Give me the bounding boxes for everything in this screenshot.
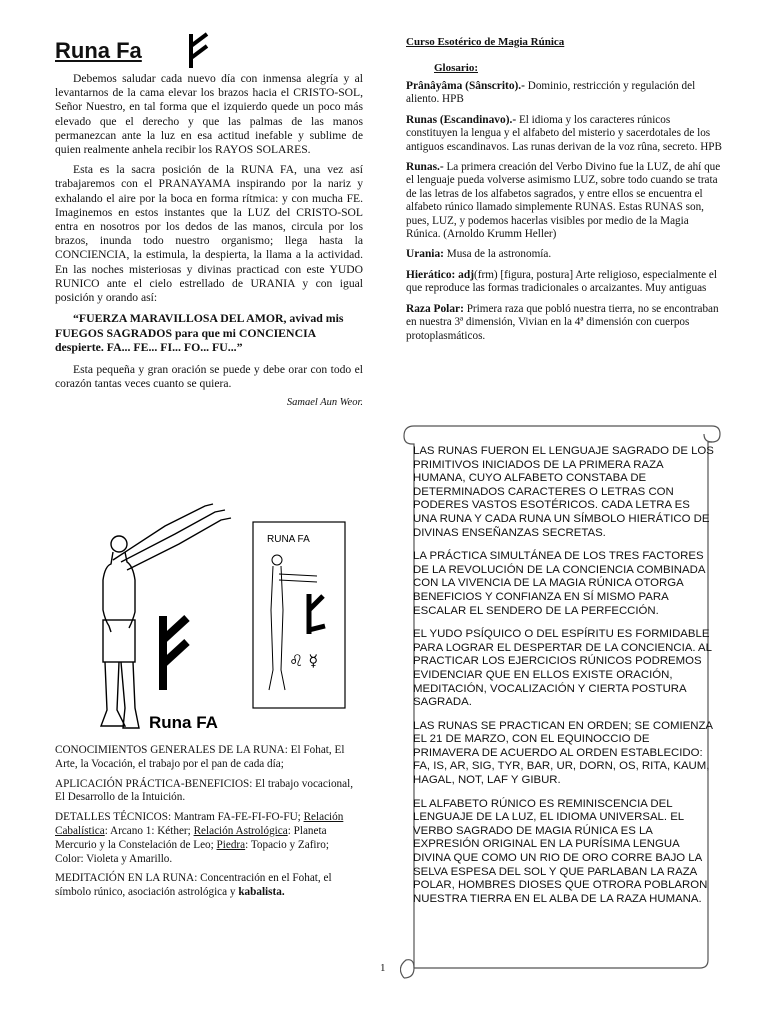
piedra-text: : Topacio y Zafiro; Color: Violeta y Amarillo. bbox=[55, 838, 329, 865]
meditacion-end: kabalista. bbox=[238, 886, 285, 899]
glossary-entry bbox=[406, 80, 724, 107]
scroll-paragraph: EL YUDO PSÍQUICO O DEL ESPÍRITU ES FORMIDABLE PARA LOGRAR EL DESPERTAR DE LA CONCIENCIA. AL PRACTICAR LOS EJERCICIOS RÚNICOS PODREMOS EVIDENCIAR QUE EN ELLOS EXISTE ORACIÓN, MEDITACIÓN, VOCALIZACIÓN Y CIERTA POSTURA SAGRADA. bbox=[413, 628, 712, 709]
cabalistica-text: : Arcano 1: Kéther; bbox=[104, 824, 191, 837]
glossary-definition: Dominio, restricción y regulación del aliento. HPB bbox=[406, 80, 696, 106]
inset-label: RUNA FA bbox=[267, 534, 310, 545]
glossary-term: Runas (Escandinavo).- bbox=[406, 113, 517, 126]
rune-illustration bbox=[55, 500, 365, 738]
conocimientos-label: CONOCIMIENTOS GENERALES DE LA RUNA: bbox=[55, 744, 288, 756]
glossary-heading: Glosario: bbox=[434, 62, 478, 74]
rune-details bbox=[55, 744, 355, 906]
glossary-term: Runas.- bbox=[406, 161, 444, 174]
detail-aplicacion bbox=[55, 778, 355, 806]
glossary-list bbox=[406, 80, 724, 343]
page-title: Runa Fa bbox=[55, 38, 142, 63]
glossary-definition: Musa de la astronomía. bbox=[443, 248, 552, 261]
glossary-definition: Primera raza que pobló nuestra tierra, no se encontraban en nuestra 3ª dimensión, Vivian en la 4ª dimensión con cuerpos protoplasmáticos. bbox=[406, 302, 719, 342]
piedra-label: Piedra bbox=[216, 838, 246, 851]
cabalistica-label: Relación Cabalística bbox=[55, 811, 344, 837]
detail-tecnicos bbox=[55, 811, 355, 866]
title-row bbox=[55, 36, 363, 72]
tecnicos-mantram: Mantram FA-FE-FI-FO-FU; bbox=[173, 811, 301, 824]
tecnicos-label: DETALLES TÉCNICOS: bbox=[55, 811, 172, 824]
glossary-entry bbox=[406, 269, 724, 296]
glossary-definition: (frm) [figura, postura] Arte religioso, especialmente el que reproduce las formas tradicionales o arcaizantes. Muy antiguas bbox=[406, 268, 717, 295]
detail-meditacion bbox=[55, 872, 355, 900]
closing-paragraph: Esta pequeña y gran oración se puede y debe orar con todo el corazón tantas veces cuanto se quiera. bbox=[55, 362, 363, 390]
scroll-paragraph: EL ALFABETO RÚNICO ES REMINISCENCIA DEL LENGUAJE DE LA LUZ, EL IDIOMA UNIVERSAL. EL VERBO SAGRADO DE MAGIA RÚNICA ES LA EXPRESIÓN ORIGINAL EN LA PURÍSIMA LENGUA DIVINA QUE COMO UN RIO DE ORO CORRE BAJO LA SELVA ESPESA DEL SOL Y QUE PARLABAN LA RAZA POLAR, HOMBRES DIOSES QUE OTRORA POBLARON NUESTRA TIERRA EN EL ALBA DE LA RAZA HUMANA. bbox=[413, 797, 708, 905]
glossary-definition: La primera creación del Verbo Divino fue la LUZ, de ahí que el lenguaje pueda volverse asimismo LUZ, sobre todo cuando se trata de las letras de los alfabetos sagrados, y entre ellos se encuentra el alfabeto rúnico llamado simplemente RUNAS. Estas RUNAS son, pues, LUZ, y podemos hacerlas visibles por medio de la Magia Rúnica. (Arnoldo Krumm Heller) bbox=[406, 161, 721, 241]
glossary-term: Urania: bbox=[406, 248, 444, 261]
page-number: 1 bbox=[380, 962, 386, 974]
scroll-paragraph: LAS RUNAS FUERON EL LENGUAJE SAGRADO DE LOS PRIMITIVOS INICIADOS DE LA PRIMERA RAZA HUMANA, CUYO ALFABETO CONSTABA DE DETERMINADOS CARACTERES O LETRAS CON PODERES VASTOS ESOTÉRICOS. CADA LETRA ES UNA RUNA Y CADA RUNA UN SÍMBOLO HIERÁTICO DE DIVINAS ENSEÑANZAS SECRETAS. bbox=[413, 445, 714, 539]
glossary-term: Raza Polar: bbox=[406, 302, 464, 315]
detail-conocimientos bbox=[55, 744, 355, 772]
aplicacion-text: El trabajo vocacional, El Desarrollo de la Intuición. bbox=[55, 777, 354, 804]
author-signature: Samael Aun Weor. bbox=[286, 397, 363, 409]
glossary-entry bbox=[406, 303, 724, 343]
figure-caption: Runa FA bbox=[149, 713, 218, 732]
left-column bbox=[55, 36, 363, 408]
astro-symbols: ♌ ☿ bbox=[289, 651, 319, 670]
fa-rune-icon bbox=[185, 30, 213, 70]
meditacion-label: MEDITACIÓN EN LA RUNA: bbox=[55, 872, 198, 885]
intro-paragraph: Debemos saludar cada nuevo día con inmensa alegría y al levantarnos de la cama elevar los brazos hacia el CRISTO-SOL, Señor Nuestro, en tal forma que el izquierdo quede un poco más elevado que el derecho y que las palmas de las manos permanezcan ante la luz en esa actitud inefable y sublime de quien realmente anhela recibir los RAYOS SOLARES. bbox=[55, 72, 363, 157]
astrologica-text: : Planeta Mercurio y la Constelación de Leo; bbox=[55, 824, 327, 851]
glossary-entry bbox=[406, 161, 724, 241]
aplicacion-label: APLICACIÓN PRÁCTICA-BENEFICIOS: bbox=[55, 777, 253, 790]
scroll-paragraph: LAS RUNAS SE PRACTICAN EN ORDEN; SE COMIENZA EL 21 DE MARZO, CON EL EQUINOCCIO DE PRIMAVERA DE ACUERDO AL ORDEN ESTABLECIDO: FA, IS, AR, SIG, TYR, BAR, UR, DORN, OS, RITA, KAUM, HAGAL, NOT, LAF Y GIBUR. bbox=[413, 719, 713, 787]
prayer-quote: “FUERZA MARAVILLOSA DEL AMOR, avivad mis FUEGOS SAGRADOS para que mi CONCIENCIA despierte. FA... FE... FI... FO... FU...” bbox=[55, 311, 344, 355]
glossary-entry bbox=[406, 248, 724, 261]
glossary-term: Hierático: adj bbox=[406, 268, 475, 281]
right-column bbox=[406, 36, 724, 350]
astrologica-label: Relación Astrológica bbox=[193, 824, 288, 837]
man-posture-figure bbox=[55, 500, 365, 738]
scroll-text bbox=[413, 445, 715, 916]
practice-paragraph: Esta es la sacra posición de la RUNA FA, una vez así trabajaremos con el PRANAYAMA inspirando por la nariz y exhalando el aire por la boca en forma rítmica: y con mucha FE. Imaginemos en estos instantes que la LUZ del CRISTO-SOL entra en nosotros por los dedos de las manos, circula por los brazos, inunda todo nuestro organismo; llega hasta la CONCIENCIA, la estimula, la despierta, la llama a la actividad. En las noches misteriosas y divinas practicad con este YUDO RUNICO ante el cielo estrellado de URANIA y con igual posición y orando así: bbox=[55, 163, 363, 305]
glossary-term: Prânâyâma (Sânscrito).- bbox=[406, 80, 525, 92]
meditacion-text: Concentración en el Fohat, el símbolo rúnico, asociación astrológica y bbox=[55, 872, 332, 899]
glossary-definition: El idioma y los caracteres rúnicos constituyen la lengua y el alfabeto del misterio y sacerdotales de los antiguos escandinavos. Las runas derivan de la voz rûna, secreto. HPB bbox=[406, 113, 722, 153]
scroll-paragraph: LA PRÁCTICA SIMULTÁNEA DE LOS TRES FACTORES DE LA REVOLUCIÓN DE LA CONCIENCIA COMBINADA CON LA VIVENCIA DE LA MAGIA RÚNICA OTORGA BENEFICIOS Y CONFIANZA EN SÍ MISMO PARA ESCALAR EL SENDERO DE LA PERFECCIÓN. bbox=[413, 550, 705, 617]
conocimientos-text: El Fohat, El Arte, la Vocación, el trabajo por el pan de cada día; bbox=[55, 744, 345, 770]
course-title: Curso Esotérico de Magia Rúnica bbox=[406, 36, 565, 48]
glossary-entry bbox=[406, 114, 724, 154]
